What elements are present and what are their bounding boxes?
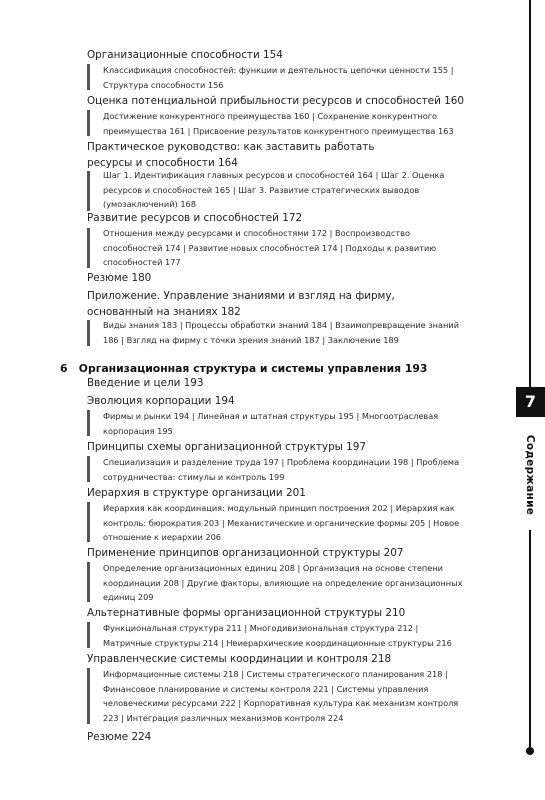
toc-section[interactable]: Резюме 180	[87, 272, 152, 284]
toc-subsections: Достижение конкурентного преимущества 160 | Сохранение конкурентного преимущества 161 | Присвоение результатов конкурентного преимущества 163	[103, 111, 454, 136]
subsection-rule	[87, 562, 90, 602]
side-dot-icon	[526, 747, 534, 755]
subsection-rule	[87, 110, 90, 136]
toc-section[interactable]: Резюме 224	[87, 731, 152, 743]
toc-section[interactable]: Управленческие системы координации и контроля 218	[87, 653, 392, 665]
toc-subsections: Определение организационных единиц 208 | Организация на основе степени координации 208 | Другие факторы, влияющие на определение организационных единиц 209	[103, 563, 463, 603]
toc-section[interactable]: Практическое руководство: как заставить работать ресурсы и способности 164	[87, 141, 375, 169]
toc-subsections: Шаг 1. Идентификация главных ресурсов и способностей 164 | Шаг 2. Оценка ресурсов и способностей 165 | Шаг 3. Развитие стратегических выводов (умозаключений) 168	[103, 170, 445, 210]
chapter-title: Организационная структура и системы управления 193	[78, 362, 428, 375]
chapter-number: 6	[60, 362, 68, 375]
toc-subsections: Отношения между ресурсами и способностями 172 | Воспроизводство способностей 174 | Развитие новых способностей 174 | Подходы к развитию способностей 177	[103, 228, 437, 268]
toc-section[interactable]: Эволюция корпорации 194	[87, 395, 235, 407]
toc-section[interactable]: Организационные способности 154	[87, 49, 283, 61]
toc-subsections: Фирмы и рынки 194 | Линейная и штатная структуры 195 | Многоотраслевая корпорация 195	[103, 411, 439, 436]
chapter-tab: 7	[516, 387, 545, 417]
subsection-rule	[87, 410, 90, 436]
toc-subsections: Иерархия как координация: модульный принцип построения 202 | Иерархия как контроль: бюрократия 203 | Механистические и органические формы 205 | Новое отношение к иерархии 206	[103, 503, 460, 543]
subsection-rule	[87, 502, 90, 542]
toc-subsections: Специализация и разделение труда 197 | Проблема координации 198 | Проблема сотрудничества: стимулы и контроль 199	[103, 457, 460, 482]
toc-section[interactable]: Оценка потенциальной прибыльности ресурсов и способностей 160	[87, 95, 464, 107]
toc-section[interactable]: Принципы схемы организационной структуры 197	[87, 441, 367, 453]
subsection-rule	[87, 320, 90, 346]
toc-section[interactable]: Альтернативные формы организационной структуры 210	[87, 607, 406, 619]
toc-section[interactable]: Развитие ресурсов и способностей 172	[87, 212, 303, 224]
toc-subsections: Функциональная структура 211 | Многодивизиональная структура 212 | Матричные структуры 214 | Неиерархические координационные структуры 216	[103, 623, 452, 648]
toc-section[interactable]: Приложение. Управление знаниями и взгляд на фирму, основанный на знаниях 182	[87, 290, 395, 318]
toc-section[interactable]: Применение принципов организационной структуры 207	[87, 547, 404, 559]
subsection-rule	[87, 64, 90, 90]
side-label: Содержание	[524, 434, 536, 516]
side-rule-bottom	[529, 530, 531, 748]
subsection-rule	[87, 171, 90, 211]
subsection-rule	[87, 622, 90, 648]
toc-subsections: Виды знания 183 | Процессы обработки знаний 184 | Взаимопревращение знаний 186 | Взгляд на фирму с точки зрения знаний 187 | Заключение 189	[103, 320, 460, 345]
subsection-rule	[87, 668, 90, 724]
toc-section[interactable]: Введение и цели 193	[87, 377, 204, 389]
toc-section[interactable]: Иерархия в структуре организации 201	[87, 487, 306, 499]
side-rule-top	[529, 0, 531, 387]
subsection-rule	[87, 456, 90, 482]
toc-subsections: Классификация способностей: функции и деятельность цепочки ценности 155 | Структура способности 156	[103, 65, 454, 90]
subsection-rule	[87, 228, 90, 268]
toc-subsections: Информационные системы 218 | Системы стратегического планирования 218 | Финансовое планирование и системы контроля 221 | Системы управления человеческими ресурсами 222 | Корпоративная культура как механизм контроля 223 | Интеграция различных механизмов контроля 224	[103, 669, 459, 723]
